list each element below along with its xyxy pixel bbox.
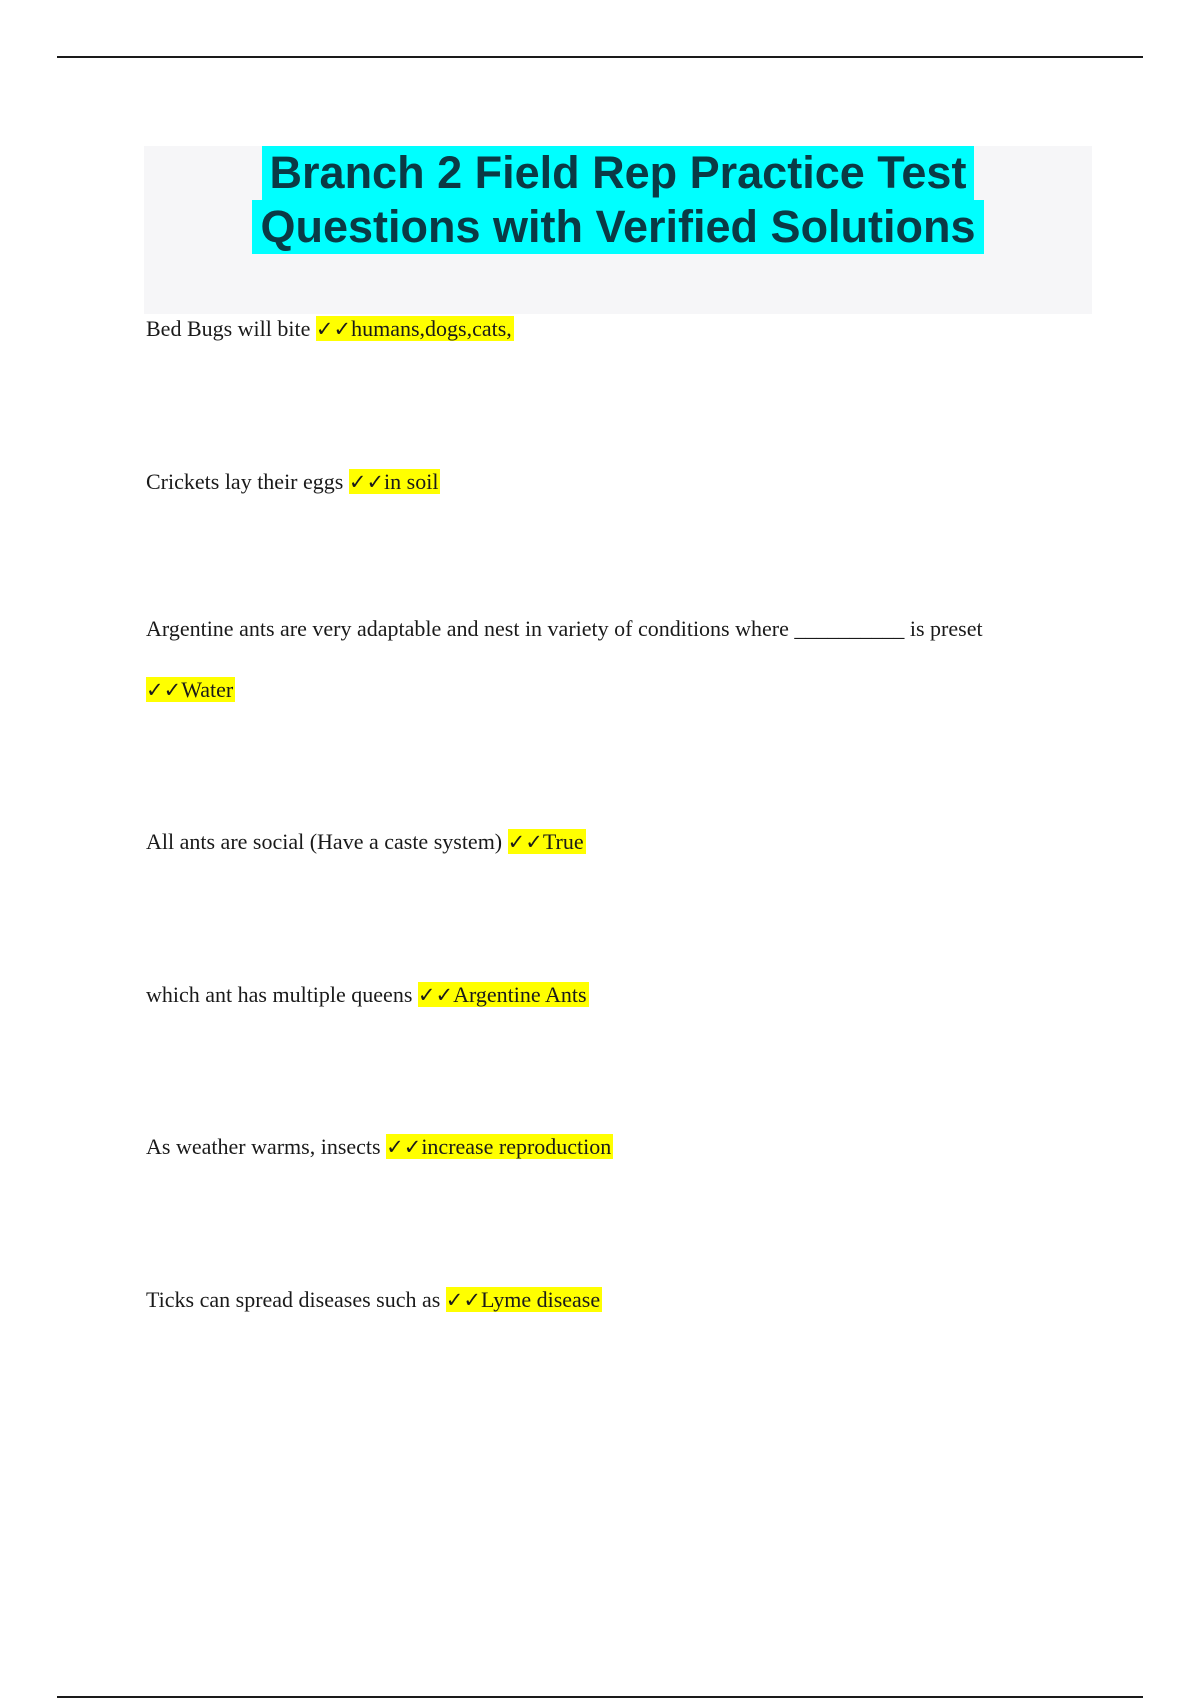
qa-item-ticks [146, 1285, 602, 1315]
question-text: Crickets lay their eggs [146, 469, 349, 494]
answer-highlight [508, 829, 586, 854]
qa-item-ants-social [146, 827, 586, 857]
title-line-1: Branch 2 Field Rep Practice Test [262, 146, 975, 200]
double-check-icon: ✓✓ [315, 317, 352, 341]
answer-highlight [146, 677, 235, 702]
answer-highlight [446, 1287, 602, 1312]
qa-item-weather-warms [146, 1132, 613, 1162]
qa-item-argentine-ants-water-answer [146, 675, 235, 705]
answer-text: increase reproduction [421, 1134, 612, 1159]
question-text: which ant has multiple queens [146, 982, 418, 1007]
answer-highlight [386, 1134, 613, 1159]
double-check-icon: ✓✓ [386, 1135, 422, 1159]
question-text: Ticks can spread diseases such as [146, 1287, 446, 1312]
answer-text: True [542, 829, 584, 854]
answer-text: in soil [384, 469, 439, 494]
double-check-icon: ✓✓ [348, 470, 385, 494]
question-text: Argentine ants are very adaptable and nest in variety of conditions where __________ is preset [146, 616, 983, 641]
title-block [144, 146, 1092, 314]
qa-item-bed-bugs [146, 314, 514, 344]
answer-text: humans,dogs,cats, [351, 316, 512, 341]
answer-highlight [316, 316, 514, 341]
answer-highlight [349, 469, 441, 494]
qa-item-multiple-queens [146, 980, 589, 1010]
qa-item-argentine-ants-water [146, 614, 983, 644]
double-check-icon: ✓✓ [445, 1288, 481, 1312]
double-check-icon: ✓✓ [507, 830, 543, 854]
answer-text: Argentine Ants [453, 982, 587, 1007]
answer-highlight [418, 982, 589, 1007]
question-text: All ants are social (Have a caste system) [146, 829, 508, 854]
header-rule [57, 56, 1143, 58]
question-text: As weather warms, insects [146, 1134, 387, 1159]
question-text: Bed Bugs will bite [146, 316, 316, 341]
double-check-icon: ✓✓ [417, 983, 454, 1007]
footer-rule [57, 1696, 1143, 1698]
answer-text: Lyme disease [481, 1287, 601, 1312]
qa-item-crickets [146, 467, 440, 497]
title-line-2: Questions with Verified Solutions [252, 200, 983, 254]
answer-text: Water [181, 677, 234, 702]
double-check-icon: ✓✓ [146, 678, 182, 702]
